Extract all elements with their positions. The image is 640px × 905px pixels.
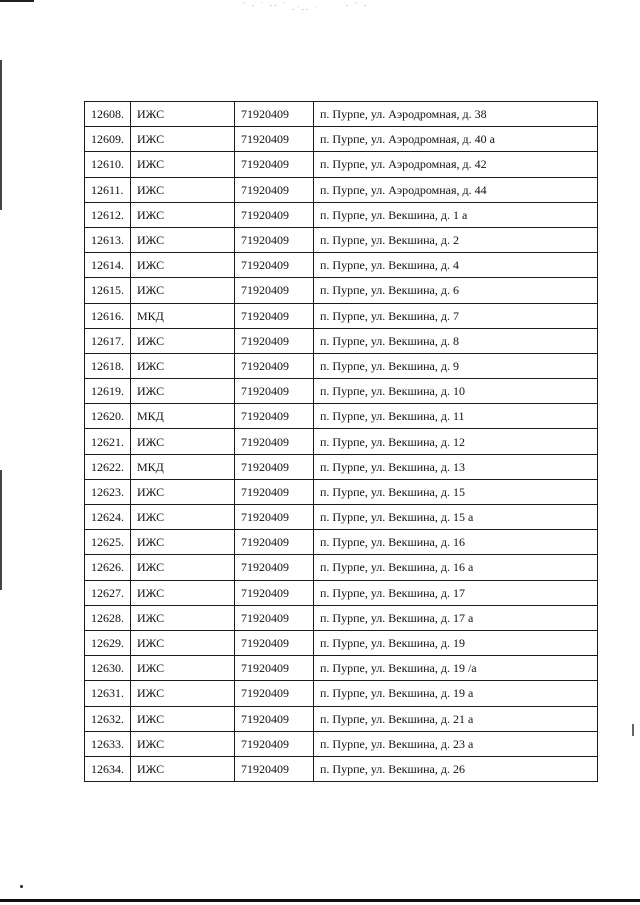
table-row [85,681,598,706]
scan-speck: ·˙·· ˙ [292,6,320,14]
territory-code: 71920409 [235,530,314,555]
object-address: п. Пурпе, ул. Векшина, д. 19 [314,630,598,655]
territory-code: 71920409 [235,756,314,781]
object-type: ИЖС [131,102,235,127]
object-type: ИЖС [131,681,235,706]
object-address: п. Пурпе, ул. Векшина, д. 1 а [314,202,598,227]
territory-code: 71920409 [235,227,314,252]
row-number: 12631. [85,681,131,706]
row-number: 12618. [85,353,131,378]
object-address: п. Пурпе, ул. Векшина, д. 19 а [314,681,598,706]
object-address: п. Пурпе, ул. Аэродромная, д. 44 [314,177,598,202]
territory-code: 71920409 [235,303,314,328]
object-type: ИЖС [131,479,235,504]
object-address: п. Пурпе, ул. Векшина, д. 12 [314,429,598,454]
row-number: 12613. [85,227,131,252]
object-type: ИЖС [131,227,235,252]
territory-code: 71920409 [235,102,314,127]
object-address: п. Пурпе, ул. Векшина, д. 15 [314,479,598,504]
territory-code: 71920409 [235,278,314,303]
territory-code: 71920409 [235,656,314,681]
object-type: ИЖС [131,756,235,781]
territory-code: 71920409 [235,253,314,278]
object-type: МКД [131,454,235,479]
territory-code: 71920409 [235,127,314,152]
row-number: 12632. [85,706,131,731]
object-type: ИЖС [131,731,235,756]
table-row [85,177,598,202]
territory-code: 71920409 [235,681,314,706]
row-number: 12630. [85,656,131,681]
object-type: МКД [131,404,235,429]
table-row [85,353,598,378]
row-number: 12634. [85,756,131,781]
territory-code: 71920409 [235,353,314,378]
territory-code: 71920409 [235,202,314,227]
table-row [85,152,598,177]
scan-dot [20,885,23,888]
object-address: п. Пурпе, ул. Аэродромная, д. 40 а [314,127,598,152]
object-type: ИЖС [131,177,235,202]
object-type: ИЖС [131,706,235,731]
row-number: 12619. [85,379,131,404]
object-address: п. Пурпе, ул. Векшина, д. 2 [314,227,598,252]
object-address: п. Пурпе, ул. Векшина, д. 26 [314,756,598,781]
table-row [85,227,598,252]
object-address: п. Пурпе, ул. Векшина, д. 23 а [314,731,598,756]
object-address: п. Пурпе, ул. Векшина, д. 15 а [314,505,598,530]
table-row [85,656,598,681]
table-row [85,303,598,328]
row-number: 12612. [85,202,131,227]
row-number: 12609. [85,127,131,152]
object-address: п. Пурпе, ул. Векшина, д. 19 /а [314,656,598,681]
table-row [85,630,598,655]
object-address: п. Пурпе, ул. Векшина, д. 10 [314,379,598,404]
table-row [85,505,598,530]
table-row [85,706,598,731]
table-row [85,278,598,303]
row-number: 12615. [85,278,131,303]
row-number: 12625. [85,530,131,555]
territory-code: 71920409 [235,379,314,404]
object-address: п. Пурпе, ул. Векшина, д. 9 [314,353,598,378]
territory-code: 71920409 [235,555,314,580]
object-type: ИЖС [131,429,235,454]
territory-code: 71920409 [235,706,314,731]
object-type: ИЖС [131,555,235,580]
row-number: 12614. [85,253,131,278]
table-row [85,756,598,781]
row-number: 12627. [85,580,131,605]
object-type: ИЖС [131,353,235,378]
object-address: п. Пурпе, ул. Аэродромная, д. 42 [314,152,598,177]
object-type: ИЖС [131,605,235,630]
object-address: п. Пурпе, ул. Векшина, д. 16 [314,530,598,555]
row-number: 12610. [85,152,131,177]
table-row [85,253,598,278]
row-number: 12628. [85,605,131,630]
object-address: п. Пурпе, ул. Векшина, д. 13 [314,454,598,479]
row-number: 12633. [85,731,131,756]
row-number: 12620. [85,404,131,429]
object-type: ИЖС [131,152,235,177]
row-number: 12624. [85,505,131,530]
territory-code: 71920409 [235,731,314,756]
registry-table-body [85,102,598,782]
table-row [85,605,598,630]
row-number: 12623. [85,479,131,504]
territory-code: 71920409 [235,505,314,530]
table-row [85,479,598,504]
table-row [85,404,598,429]
scan-top-rule [0,0,34,2]
object-address: п. Пурпе, ул. Векшина, д. 21 а [314,706,598,731]
object-type: ИЖС [131,505,235,530]
table-row [85,127,598,152]
table-row [85,429,598,454]
territory-code: 71920409 [235,605,314,630]
row-number: 12617. [85,328,131,353]
registry-table [84,101,598,782]
scan-speck: ˙ · ˙ ·· ˙ [242,2,289,10]
object-type: ИЖС [131,530,235,555]
row-number: 12622. [85,454,131,479]
object-type: ИЖС [131,656,235,681]
table-row [85,580,598,605]
row-number: 12621. [85,429,131,454]
territory-code: 71920409 [235,429,314,454]
object-address: п. Пурпе, ул. Векшина, д. 16 а [314,555,598,580]
object-type: ИЖС [131,127,235,152]
object-type: МКД [131,303,235,328]
table-row [85,454,598,479]
object-address: п. Пурпе, ул. Векшина, д. 17 а [314,605,598,630]
object-address: п. Пурпе, ул. Векшина, д. 8 [314,328,598,353]
object-address: п. Пурпе, ул. Векшина, д. 4 [314,253,598,278]
table-row [85,328,598,353]
territory-code: 71920409 [235,177,314,202]
object-type: ИЖС [131,580,235,605]
object-address: п. Пурпе, ул. Векшина, д. 7 [314,303,598,328]
table-row [85,102,598,127]
territory-code: 71920409 [235,630,314,655]
table-row [85,379,598,404]
scan-left-edge [0,60,2,210]
table-row [85,530,598,555]
territory-code: 71920409 [235,404,314,429]
territory-code: 71920409 [235,328,314,353]
row-number: 12611. [85,177,131,202]
scan-speck: · ˙ · [346,2,369,10]
object-address: п. Пурпе, ул. Аэродромная, д. 38 [314,102,598,127]
row-number: 12626. [85,555,131,580]
object-address: п. Пурпе, ул. Векшина, д. 17 [314,580,598,605]
object-type: ИЖС [131,328,235,353]
object-type: ИЖС [131,379,235,404]
row-number: 12629. [85,630,131,655]
territory-code: 71920409 [235,479,314,504]
territory-code: 71920409 [235,580,314,605]
row-number: 12616. [85,303,131,328]
row-number: 12608. [85,102,131,127]
table-row [85,202,598,227]
object-type: ИЖС [131,202,235,227]
object-type: ИЖС [131,278,235,303]
object-type: ИЖС [131,253,235,278]
object-address: п. Пурпе, ул. Векшина, д. 6 [314,278,598,303]
table-row [85,731,598,756]
scan-bottom-rule [0,899,640,902]
scan-right-mark [632,724,634,736]
territory-code: 71920409 [235,454,314,479]
table-row [85,555,598,580]
scan-left-edge [0,470,2,590]
object-type: ИЖС [131,630,235,655]
territory-code: 71920409 [235,152,314,177]
object-address: п. Пурпе, ул. Векшина, д. 11 [314,404,598,429]
